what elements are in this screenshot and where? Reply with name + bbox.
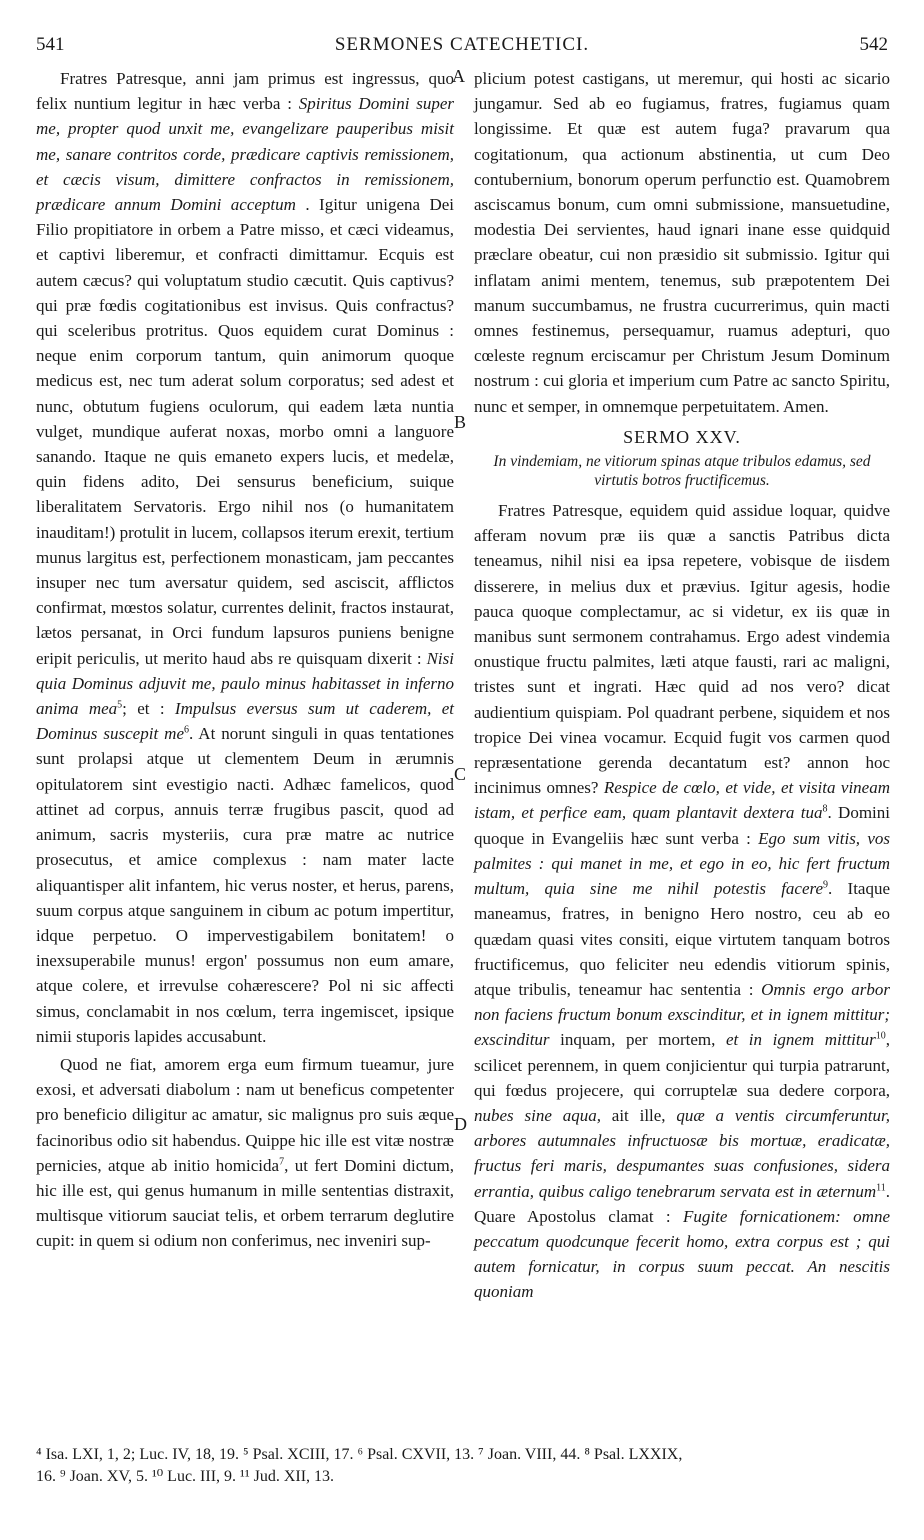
section-marker-a: A (452, 66, 465, 86)
scripture-quote: Ego sum vitis, vos palmites : qui manet in me, et ego in eo, hic fert fructum multum, quia sine me nihil potestis facere (474, 828, 890, 899)
footnotes (36, 1444, 896, 1488)
scripture-quote: Fugite fornicationem: omne peccatum quodcunque fecerit homo, extra corpus est ; qui autem fornicatur, in corpus suum peccat. An nescitis quoniam (474, 1206, 890, 1302)
footnote-ref: 7 (279, 1156, 285, 1168)
footnote-line: ⁴ Isa. LXI, 1, 2; Luc. IV, 18, 19. ⁵ Psal. XCIII, 17. ⁶ Psal. CXVII, 13. ⁷ Joan. VIII, 44. ⁸ Psal. LXXIX, (36, 1446, 683, 1463)
scripture-quote: Nisi quia Dominus adjuvit me, paulo minus habitasset in inferno anima mea (36, 648, 454, 719)
section-marker-d: D (454, 1114, 467, 1134)
paragraph: Quod ne fiat, amorem erga eum firmum tueamur, jure exosi, et adversati diabolum : nam ut beneficus competenter pro beneficio diligitur ac amatur, sic malignus pro suis æque facinoribus odio sit habendus. Quippe hic ille est vitæ nostræ pernicies, atque ab initio homicida$^7$, ut fert Domini dictum, hic ille est, qui genus humanum in mille sententias distraxit, multisque vitiorum sauciat telis, et orbem terrarum deglutire cupit: in quem si odium non conferimus, nec inveniri sup- (36, 1054, 454, 1251)
footnote-ref: 10 (875, 1030, 886, 1042)
footnote-ref: 8 (822, 803, 828, 815)
scripture-quote: exscinditur (474, 1030, 550, 1050)
sermon-subtitle: In vindemiam, ne vitiorum spinas atque tribulos edamus, sed virtutis botros fructificemus. (493, 453, 871, 490)
paragraph: Fratres Patresque, anni jam primus est ingressus, quo felix nuntium legitur in hæc verba : Spiritus Domini super me, propter quod unxit me, evangelizare pauperibus misit me, sanare contritos corde, prædicare captivis remissionem, et cæcis visum, dimittere confractos in remissionem, prædicare annum Domini acceptum . Igitur unigena Dei Filio propitiatore in orbem a Patre misso, et cæci videamus, et captivi liberemur, et confracti dimittamur. Ecquis est autem cæcus? qui voluptatum studio cæcutit. Quis captivus? qui præ fœdis cogitationibus est invisus. Quis confractus? qui sceleribus protritus. Quos equidem curat Dominus : neque enim corporum tantum, quin animorum quoque medicus est, nec tum aderat solum corporatus; sed adest et nunc, obtutum fugiens oculorum, qui eadem læta nuntia vulget, mundique auferat noxas, morbo omni a languore sanando. Itaque ne quis emaneto expers lucis, et medelæ, quin fidens adito, Dei sensurus beneficium, suique liberalitatem Servatoris. Ergo nihil nos (o humanitatem inauditam!) protulit in lucem, collapsos iterum erexit, tertium munus largitus est, perfectionem monasticam, jam peccantes insuper nec tum aversatur quidem, sed asciscit, afflictos confirmat, mœstos solatur, currentes delinit, fractos instaurat, lætos persanat, in Orci fundum lapsuros puniens benigne eripit periculis, ut merito haud abs re quisquam dixerit : Nisi quia Dominus adjuvit me, paulo minus habitasset in inferno anima mea$^5$; et : Impulsus eversus sum ut caderem, et Dominus suscepit $me^6$. At norunt singuli in quas tentationes sunt prolapsi atque ut clementem Deum in ærumnis opitulatorem sint evestigio nacti. Adhæc famelicos, quod attinet ad corpus, annuis terræ frugibus pascit, quod ad animum, sacris mysteriis, cura præ matre ac nutrice prosecutus, et amice complexus : nam mater lacte aliquantisper alit infantem, hic verus noster, et herus, parens, suum corpus atque sanguinem in cibum ac potum impertitur, idque perpetuo. O impervestigabilem bonitatem! o inexsuperabile munus! ergon' possumus non eum amare, atque colere, et irrevulse cohærescere? Pol ni sic affecti simus, conclamabit in nos cœlum, terra ingemiscet, ipsique nimii stuporis lapides accusabunt. (36, 69, 454, 1046)
running-title: SERMONES CATECHETICI. (334, 34, 590, 55)
scripture-quote: Impulsus eversus sum ut caderem, et Dominus suscepit me (36, 699, 454, 744)
section-marker-b: B (454, 412, 467, 432)
right-column (474, 66, 890, 1305)
scripture-quote: Omnis ergo arbor non faciens fructum bonum exscinditur, et in ignem mittitur; (474, 979, 890, 1025)
page-number-right: 542 (859, 34, 888, 55)
left-column (36, 66, 454, 1254)
footnote-ref: 6 (183, 724, 189, 736)
footnote-ref: 9 (823, 879, 829, 891)
scripture-quote: quæ a ventis circumferuntur, arbores autumnales infructuosæ bis mortuæ, eradicatæ, fructus feri maris, despumantes suas confusiones, sidera errantia, quibus caligo tenebrarum servata est in æternum (474, 1105, 891, 1201)
footnote-line: 16. ⁹ Joan. XV, 5. ¹⁰ Luc. III, 9. ¹¹ Jud. XII, 13. (36, 1468, 335, 1485)
footnote-ref: 5 (117, 699, 123, 711)
sermon-title: SERMO XXV. (623, 426, 741, 447)
scripture-quote: et in ignem mittitur (725, 1030, 876, 1050)
scripture-quote: Respice de cœlo, et vide, et visita vineam istam, et perfice eam, quam plantavit dextera tua (474, 778, 890, 823)
paragraph: Fratres Patresque, equidem quid assidue loquar, quidve afferam novum præ iis quæ a sanctis Patribus dicta teneamus, nihil nisi ea ipsa repetere, vobisque de iisdem disserere, in melius dux et prævius. Igitur agesis, hodie pauca quoque complectamur, ac si videtur, ex iis quæ in manibus sunt sermonem contrahamus. Ergo adest vindemia onustique fructu palmites, læti atque fausti, rari ac maligni, tristes sunt et ingrati. Hæc quid ad nos vero? dicat audientium quispiam. Pol quadrant perbene, siquidem et nos tropice Dei vinea vocamur. Ecquid fugit vos carmen quod repræsentatione gerenda decantatum est? annon hoc incinimus omnes? Respice de cœlo, et vide, et visita vineam istam, et perfice eam, quam plantavit dextera tua$^8$. Domini quoque in Evangeliis hæc sunt verba : Ego sum vitis, vos palmites : qui manet in me, et ego in eo, hic fert fructum multum, quia sine me nihil potestis facere$^9$. Itaque maneamus, fratres, in benigno Hero nostro, ceu ab eo quædam quasi vites consiti, eique virtutem tanquam botros fructificemus, quo feliciter neu edendis vitiorum spinis, atque tribulis, teneamur hac sententia : Omnis ergo arbor non faciens fructum bonum exscinditur, et in ignem mittitur; exscinditur inquam, per mortem, et in ignem mittitur$^{10}$, scilicet perennem, in quem conjicientur qui turpia patrarunt, qui fœdus projecere, qui corruptelæ sua dedere corpora, nubes sine aqua, ait ille, quæ a ventis circumferuntur, arbores autumnales infructuosæ bis mortuæ, eradicatæ, fructus feri maris, despumantes suas confusiones, sidera errantia, quibus caligo tenebrarum servata est in æternum$^{11}$. Quare Apostolus clamat : Fugite fornicationem: omne peccatum quodcunque fecerit homo, extra corpus est ; qui autem fornicatur, in corpus suum peccat. An nescitis quoniam (474, 501, 891, 1302)
footnote-ref: 11 (876, 1181, 886, 1193)
running-header (36, 34, 888, 60)
page-number-left: 541 (36, 34, 65, 55)
scripture-quote: Spiritus Domini super me, propter quod unxit me, evangelizare pauperibus misit me, sanare contritos corde, prædicare captivis remissionem, et cæcis visum, dimittere confractos in remissionem, prædicare annum Domini acceptum (36, 94, 454, 215)
scripture-quote: nubes sine aqua, (474, 1105, 601, 1125)
paragraph: plicium potest castigans, ut meremur, qui hosti ac sicario jungamur. Sed ab eo fugiamus, fratres, fugiamus quam longissime. Et quæ est autem fuga? pravarum qua cogitationum, qua actionum abstinentia, ut cum Deo contubernium, bonorum operum perfunctio est. Quamobrem asciscamus bonum, cum omni submissione, mansuetudine, modestia Dei servientes, haud ignari inane esse quidquid præclare obeatur, cui non præsidio sit submissio. Igitur qui inflatam animi mentem, tenemus, sub præpotentem Dei manum succumbamus, ne frustra cucurrerimus, quin macti omnes festinemus, persequamur, ruamus adepturi, quo cœleste regnum erciscamur per Christum Jesum Dominum nostrum : cui gloria et imperium cum Patre ac sancto Spiritu, nunc et semper, in omnemque perpetuitatem. Amen. (474, 69, 890, 416)
section-marker-c: C (454, 764, 467, 784)
